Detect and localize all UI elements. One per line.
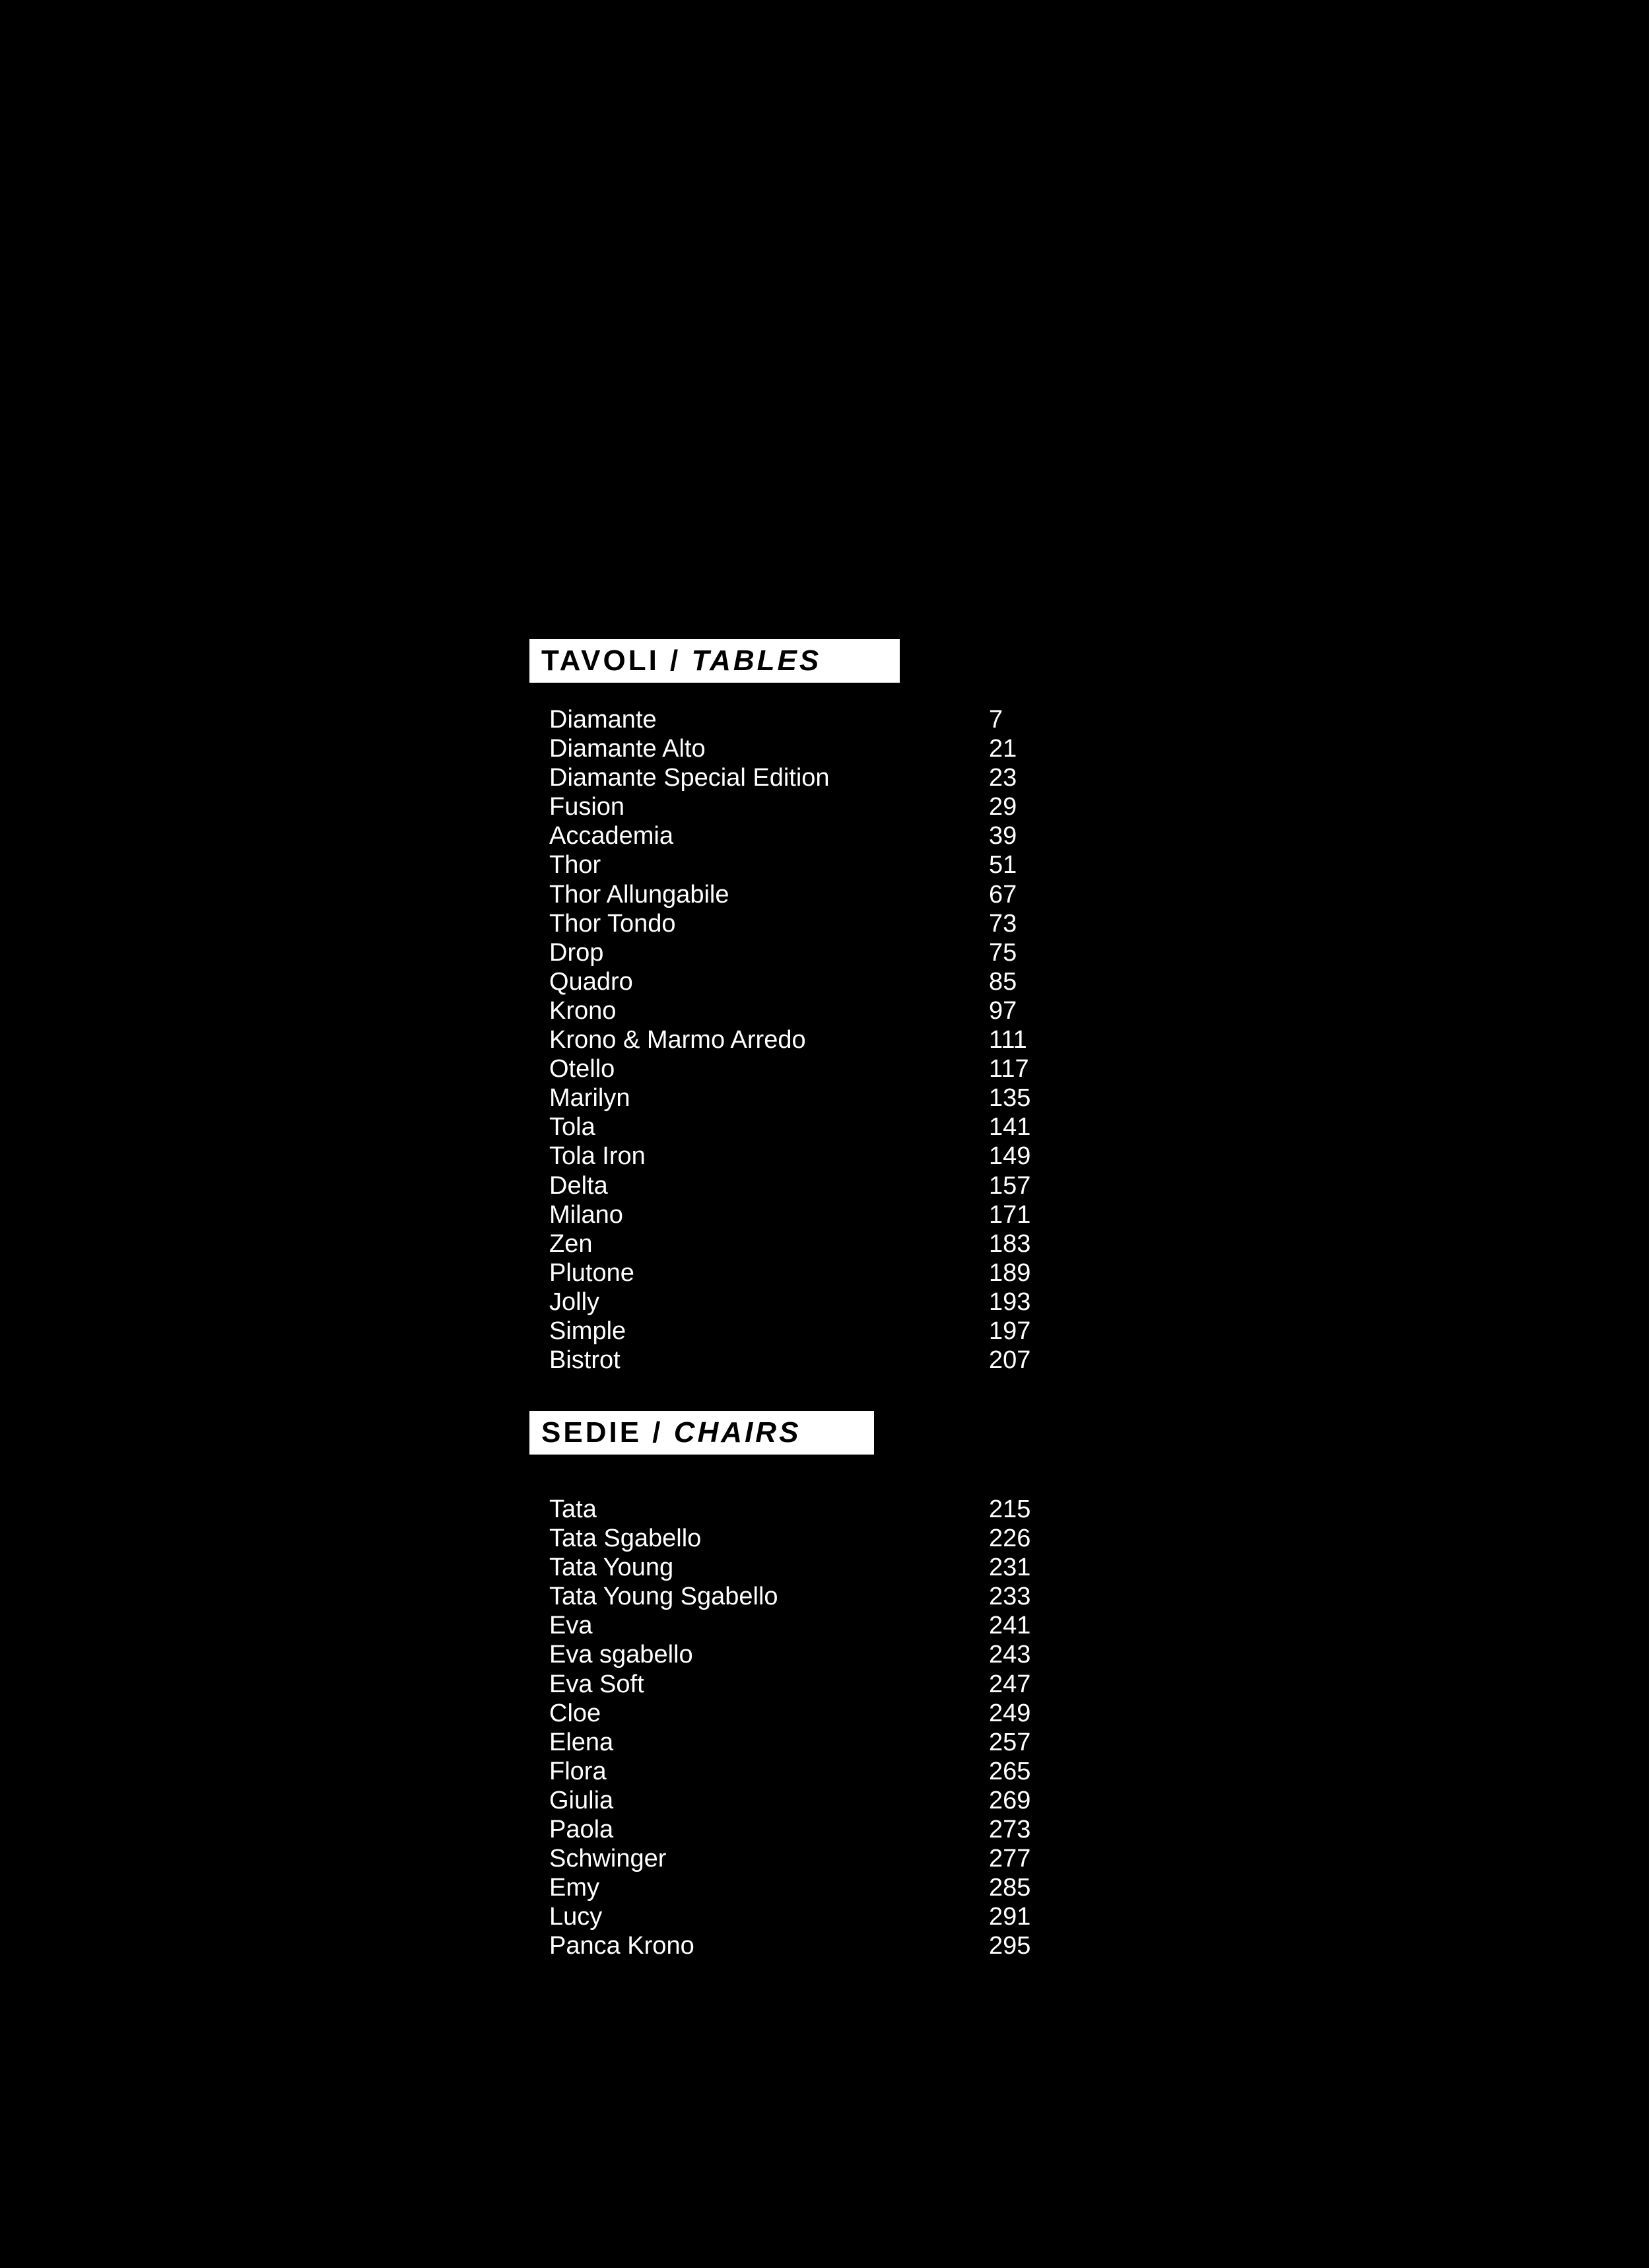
item-name: Otello	[549, 1055, 615, 1083]
item-name: Emy	[549, 1874, 599, 1902]
item-page-number: 21	[989, 735, 1017, 763]
list-item	[549, 1142, 1077, 1171]
item-name: Flora	[549, 1757, 607, 1785]
item-page-number: 141	[989, 1113, 1031, 1142]
list-item	[549, 1757, 1077, 1786]
list-item	[549, 996, 1077, 1025]
chairs-heading-separator: /	[652, 1416, 663, 1449]
item-name: Lucy	[549, 1903, 603, 1931]
chairs-heading-italian: SEDIE	[541, 1416, 642, 1449]
item-name: Marilyn	[549, 1084, 630, 1113]
list-item	[549, 1346, 1077, 1375]
list-item	[549, 1317, 1077, 1346]
item-name: Tata Young	[549, 1554, 674, 1582]
list-item	[549, 1786, 1077, 1815]
item-name: Diamante	[549, 706, 657, 734]
item-page-number: 135	[989, 1084, 1031, 1113]
item-page-number: 97	[989, 996, 1017, 1025]
list-item	[549, 850, 1077, 879]
item-name: Simple	[549, 1317, 626, 1345]
item-page-number: 197	[989, 1317, 1031, 1345]
item-name: Schwinger	[549, 1845, 667, 1873]
item-page-number: 291	[989, 1903, 1031, 1931]
list-item	[549, 1025, 1077, 1054]
chairs-heading-english: CHAIRS	[673, 1416, 801, 1449]
item-name: Tata	[549, 1495, 597, 1523]
item-page-number: 73	[989, 909, 1017, 938]
tables-heading-italian: TAVOLI	[541, 644, 659, 677]
item-page-number: 241	[989, 1612, 1031, 1640]
list-item	[549, 1083, 1077, 1113]
item-page-number: 231	[989, 1554, 1031, 1582]
list-item	[549, 1582, 1077, 1611]
item-name: Tola	[549, 1113, 595, 1142]
item-name: Zen	[549, 1229, 593, 1258]
item-page-number: 265	[989, 1757, 1031, 1785]
item-name: Quadro	[549, 967, 633, 996]
item-name: Delta	[549, 1171, 608, 1200]
tables-heading-separator: /	[670, 644, 681, 677]
list-item	[549, 967, 1077, 996]
list-item	[549, 1171, 1077, 1200]
item-page-number: 295	[989, 1932, 1031, 1960]
item-page-number: 171	[989, 1200, 1031, 1229]
item-name: Drop	[549, 938, 604, 967]
item-name: Giulia	[549, 1786, 614, 1814]
item-name: Thor	[549, 851, 601, 879]
list-item	[549, 1699, 1077, 1728]
list-item	[549, 1844, 1077, 1873]
item-name: Tata Young Sgabello	[549, 1583, 778, 1611]
item-name: Tata Sgabello	[549, 1525, 702, 1553]
item-name: Thor Tondo	[549, 909, 676, 938]
item-name: Diamante Special Edition	[549, 764, 830, 792]
item-page-number: 29	[989, 793, 1017, 821]
item-name: Plutone	[549, 1258, 634, 1287]
list-item	[549, 705, 1077, 734]
list-item	[549, 1495, 1077, 1524]
item-page-number: 277	[989, 1845, 1031, 1873]
tables-list	[549, 705, 1077, 1375]
item-page-number: 193	[989, 1288, 1031, 1316]
item-page-number: 39	[989, 822, 1017, 850]
list-item	[549, 1524, 1077, 1553]
item-name: Krono & Marmo Arredo	[549, 1026, 806, 1054]
list-item	[549, 1611, 1077, 1640]
item-name: Diamante Alto	[549, 735, 706, 763]
item-page-number: 215	[989, 1495, 1031, 1523]
item-page-number: 273	[989, 1816, 1031, 1844]
list-item	[549, 1288, 1077, 1317]
item-page-number: 117	[989, 1055, 1029, 1083]
list-item	[549, 1640, 1077, 1669]
item-page-number: 111	[989, 1026, 1027, 1054]
item-name: Accademia	[549, 822, 673, 850]
item-page-number: 226	[989, 1525, 1031, 1553]
item-page-number: 269	[989, 1786, 1031, 1814]
item-name: Eva sgabello	[549, 1641, 693, 1669]
list-item	[549, 1931, 1077, 1960]
list-item	[549, 1670, 1077, 1699]
item-page-number: 157	[989, 1171, 1031, 1200]
list-item	[549, 1258, 1077, 1288]
item-name: Thor Allungabile	[549, 880, 729, 909]
item-name: Panca Krono	[549, 1932, 694, 1960]
item-name: Eva Soft	[549, 1670, 644, 1698]
list-item	[549, 734, 1077, 763]
list-item	[549, 1902, 1077, 1931]
item-name: Bistrot	[549, 1346, 621, 1375]
item-page-number: 85	[989, 967, 1017, 996]
item-page-number: 247	[989, 1670, 1031, 1698]
tables-heading-english: TABLES	[691, 644, 822, 677]
list-item	[549, 1229, 1077, 1258]
item-name: Jolly	[549, 1288, 600, 1316]
list-item	[549, 1553, 1077, 1582]
item-name: Elena	[549, 1728, 614, 1756]
list-item	[549, 1200, 1077, 1229]
item-name: Cloe	[549, 1699, 601, 1727]
item-page-number: 67	[989, 880, 1017, 909]
chairs-section-heading	[529, 1411, 874, 1455]
list-item	[549, 938, 1077, 967]
item-page-number: 183	[989, 1229, 1031, 1258]
list-item	[549, 909, 1077, 938]
item-name: Krono	[549, 996, 617, 1025]
list-item	[549, 1728, 1077, 1757]
item-name: Paola	[549, 1816, 614, 1844]
list-item	[549, 1113, 1077, 1142]
item-page-number: 149	[989, 1142, 1031, 1171]
chairs-list	[549, 1495, 1077, 1961]
item-page-number: 51	[989, 851, 1017, 879]
item-page-number: 75	[989, 938, 1017, 967]
item-name: Eva	[549, 1612, 593, 1640]
list-item	[549, 1054, 1077, 1083]
list-item	[549, 821, 1077, 850]
tables-section-heading	[529, 639, 900, 683]
item-name: Milano	[549, 1200, 623, 1229]
list-item	[549, 1873, 1077, 1902]
item-page-number: 189	[989, 1258, 1031, 1287]
item-page-number: 249	[989, 1699, 1031, 1727]
item-name: Fusion	[549, 793, 625, 821]
item-page-number: 23	[989, 764, 1017, 792]
item-page-number: 207	[989, 1346, 1031, 1375]
item-page-number: 257	[989, 1728, 1031, 1756]
list-item	[549, 1815, 1077, 1844]
item-page-number: 233	[989, 1583, 1031, 1611]
item-page-number: 243	[989, 1641, 1031, 1669]
list-item	[549, 792, 1077, 821]
item-page-number: 285	[989, 1874, 1031, 1902]
item-page-number: 7	[989, 706, 1003, 734]
list-item	[549, 880, 1077, 909]
list-item	[549, 763, 1077, 792]
item-name: Tola Iron	[549, 1142, 646, 1171]
